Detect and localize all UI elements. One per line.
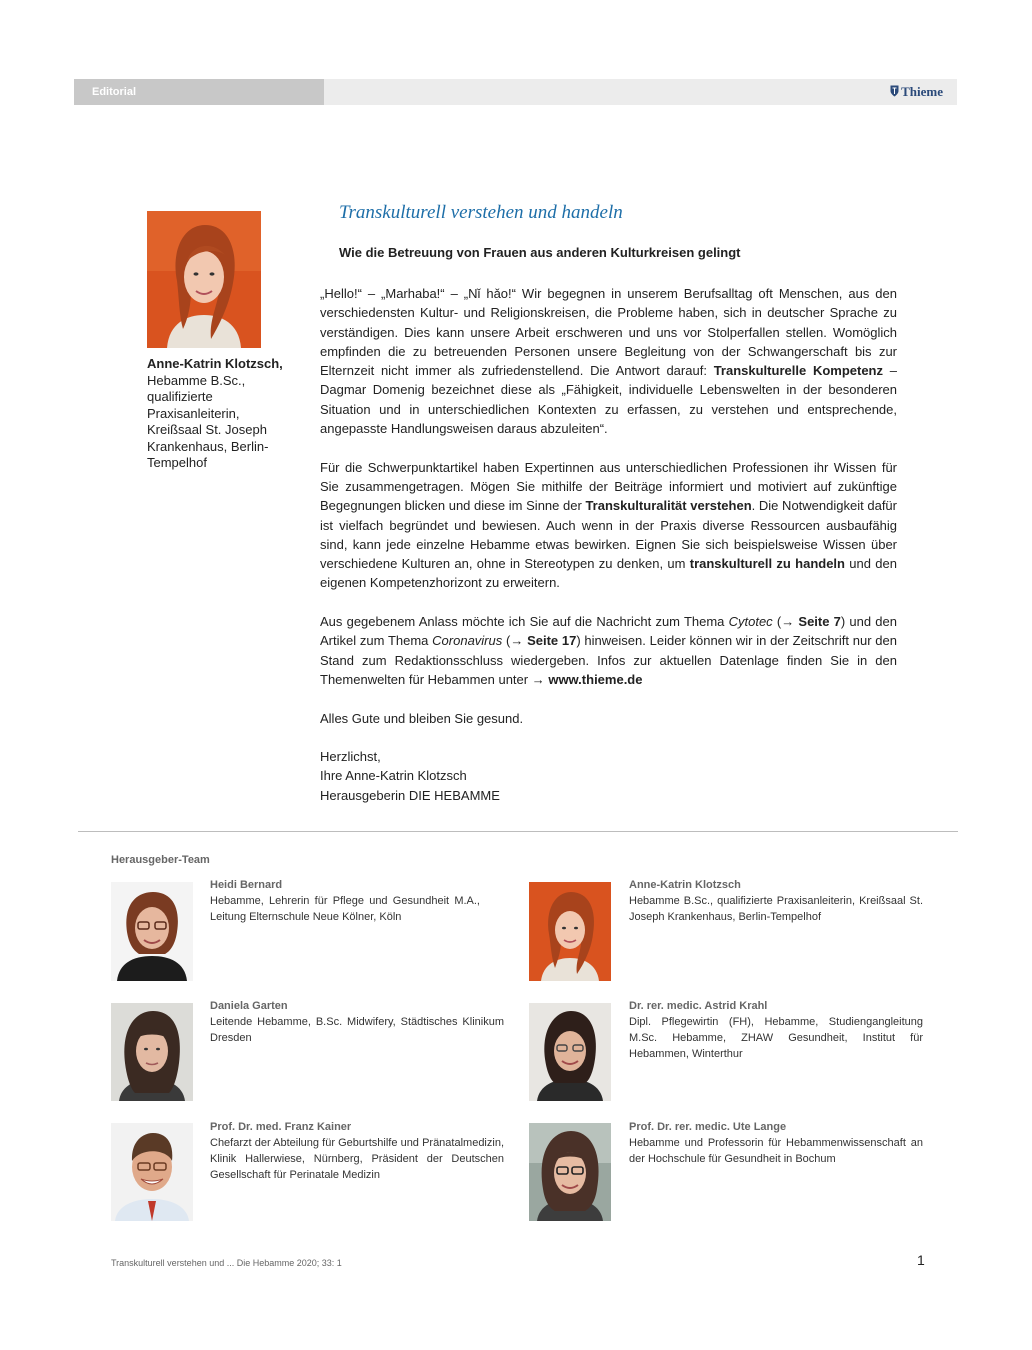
member-name: Anne-Katrin Klotzsch (629, 879, 741, 891)
member-name: Daniela Garten (210, 1000, 288, 1012)
emphasis-transkulturalitaet: Transkulturalität verstehen (585, 498, 752, 514)
text-run: Für die Schwerpunktartikel haben Expertinnen aus unterschiedlichen Professionen ihr Wissen für Sie zusammengetragen. Mögen Sie mithilfe der Beiträge informiert und motiviert auf zukünftige Begegnungen blicken und diese im Sinne der (320, 459, 897, 514)
paragraph-4: Alles Gute und bleiben Sie gesund. (320, 710, 524, 726)
author-photo (147, 211, 261, 348)
member-name: Dr. rer. medic. Astrid Krahl (629, 1000, 768, 1012)
publisher-logo (890, 79, 943, 105)
member-description: Dipl. Pflegewirtin (FH), Hebamme, Studiengangleitung M.Sc. Hebamme, ZHAW Gesundheit, Institut für Hebammen, Winterthur (629, 1016, 923, 1060)
thieme-crest-icon (890, 85, 899, 97)
page-ref-17[interactable]: Seite 17 (527, 633, 577, 649)
text-run: und den eigenen Kompetenzhorizont zu erweitern. (320, 556, 897, 591)
member-description: Hebamme und Professorin für Hebammenwissenschaft an der Hochschule für Gesundheit in Bochum (629, 1137, 923, 1165)
member-photo (529, 882, 611, 981)
member-description: Hebamme B.Sc., qualifizierte Praxisanleiterin, Kreißsaal St. Joseph Krankenhaus, Berlin-Tempelhof (629, 895, 923, 923)
text-run: (→ (772, 614, 799, 630)
page-number: 1 (917, 1252, 925, 1268)
header-bar (74, 79, 957, 105)
text-run: Aus gegebenem Anlass möchte ich Sie auf die Nachricht zum Thema (320, 614, 729, 630)
section-divider (78, 831, 958, 832)
page-ref-7[interactable]: Seite 7 (798, 614, 841, 630)
text-run: (→ (502, 633, 528, 649)
text-run: ) und den Artikel zum Thema (320, 614, 897, 649)
member-description: Chefarzt der Abteilung für Geburtshilfe und Pränatalmedizin, Klinik Hallerwiese, Nürnberg, Präsident der Deutschen Gesellschaft für Perinatale Medizin (210, 1137, 504, 1181)
member-photo (529, 1123, 611, 1221)
closing (320, 747, 897, 805)
emphasis-transkulturelle-kompetenz: Transkulturelle Kompetenz (713, 363, 884, 379)
closing-line: Herzlichst, (320, 749, 381, 765)
author-name: Anne-Katrin Klotzsch, (147, 356, 283, 371)
author-description: Hebamme B.Sc., qualifizierte Praxisanleiterin, Kreißsaal St. Joseph Krankenhaus, Berlin-Tempelhof (147, 372, 269, 470)
paragraph-2 (320, 458, 897, 593)
section-label: Editorial (74, 79, 324, 105)
term-coronavirus: Coronavirus (432, 633, 503, 649)
article-subtitle: Wie die Betreuung von Frauen aus anderen Kulturkreisen gelingt (339, 245, 741, 260)
member-name: Prof. Dr. rer. medic. Ute Lange (629, 1121, 787, 1133)
text-run: – Dagmar Domenig bezeichnet diese als „Fähigkeit, individuelle Lebenswelten in der besonderen Situation und in unterschiedlichen Kontexten zu erfassen, zu verstehen und entsprechende, angepasste Handlungsweisen daraus abzuleiten“. (320, 363, 898, 437)
team-heading: Herausgeber-Team (111, 854, 210, 866)
member-name: Prof. Dr. med. Franz Kainer (210, 1121, 352, 1133)
paragraph-1 (320, 284, 897, 438)
article-title: Transkulturell verstehen und handeln (339, 202, 623, 223)
author-caption (147, 356, 287, 472)
closing-line: Herausgeberin DIE HEBAMME (320, 787, 500, 803)
text-run: . Die Notwendigkeit dafür ist vielfach begründet und bewiesen. Auch wenn in der Praxis diverse Ressourcen ausbaufähig sind, kann jede einzelne Hebamme etwas bewirken. Eignen Sie sich beispielsweise Wissen über verschiedene Kulturen an, ohne in Stereotypen zu denken, um (320, 498, 897, 572)
member-photo (111, 1123, 193, 1221)
footer-citation: Transkulturell verstehen und ... Die Hebamme 2020; 33: 1 (111, 1258, 342, 1268)
article-body (320, 284, 897, 805)
thieme-link[interactable]: www.thieme.de (548, 671, 643, 687)
text-run: ) hinweisen. Leider können wir in der Zeitschrift nur den Stand zum Redaktionsschluss wiedergeben. Infos zur aktuellen Datenlage finden Sie in den Themenwelten für Hebammen unter → (320, 633, 897, 687)
member-photo (111, 882, 193, 981)
paragraph-3 (320, 612, 897, 689)
member-photo (529, 1003, 611, 1101)
member-description: Hebamme, Lehrerin für Pflege und Gesundheit M.A., Leitung Elternschule Neue Kölner, Köln (210, 895, 480, 923)
emphasis-transkulturell-handeln: transkulturell zu handeln (689, 556, 845, 572)
member-description: Leitende Hebamme, B.Sc. Midwifery, Städtisches Klinikum Dresden (210, 1016, 504, 1044)
closing-line: Ihre Anne-Katrin Klotzsch (320, 768, 467, 784)
member-photo (111, 1003, 193, 1101)
text-run: „Hello!“ – „Marhaba!“ – „Nǐ hǎo!“ Wir begegnen in unserem Berufsalltag oft Menschen, aus den verschiedensten Kultur- und Religionskreisen, die Probleme haben, sich in deutscher Sprache zu verständigen. Dies kann unsere Arbeit erschweren und uns vor Stolperfallen stellen. Womöglich empfinden die zu betreuenden Personen unsere Begleitung von der Schwangerschaft bis zur Elternzeit nicht immer als zufriedenstellend. Die Antwort darauf: (320, 286, 897, 379)
brand-name: Thieme (901, 84, 943, 99)
term-cytotec: Cytotec (728, 614, 773, 630)
member-name: Heidi Bernard (210, 879, 283, 891)
